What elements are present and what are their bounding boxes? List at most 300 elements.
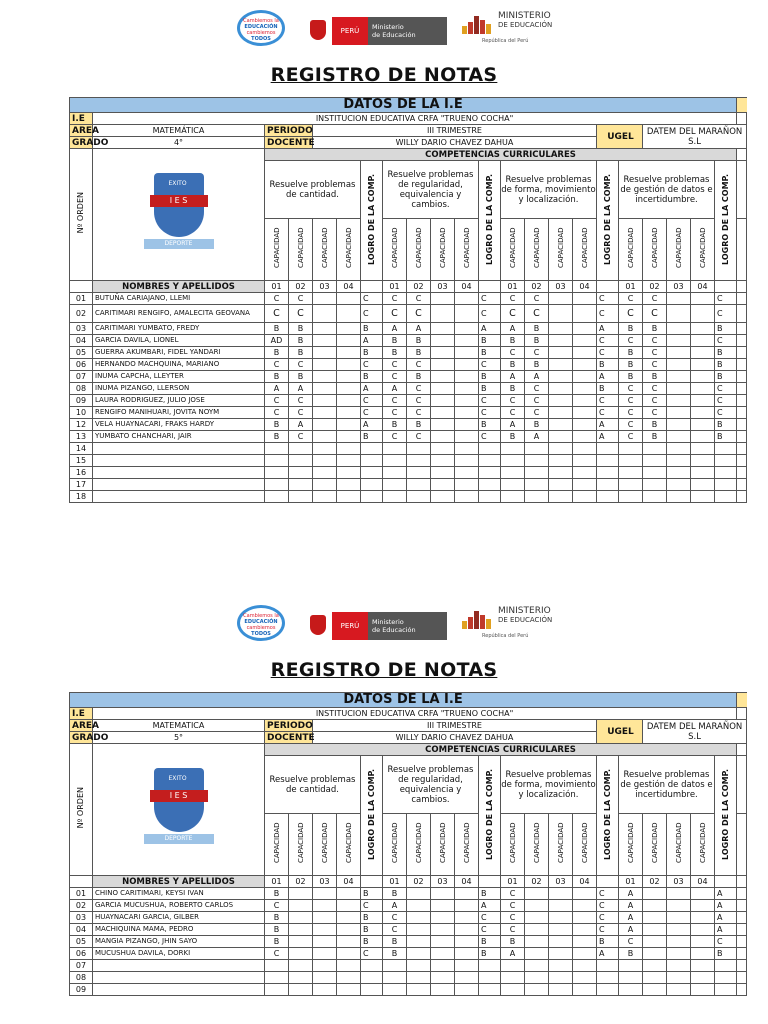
logro-blank [479,876,501,888]
grade-cell [431,936,455,948]
capacidad-number: 01 [265,281,289,293]
logro-cell [479,467,501,479]
grade-cell [573,479,597,491]
grade-cell [431,479,455,491]
capacidad-header [525,814,549,876]
student-name: MUCUSHUA DAVILA, DORKI [93,948,265,960]
capacidad-header [407,814,431,876]
grade-cell [691,347,715,359]
grade-cell: A [501,419,525,431]
logro-cell: A [715,912,737,924]
grade-cell [337,948,361,960]
grade-cell: A [265,383,289,395]
grade-cell [289,984,313,996]
logro-cell: C [597,395,619,407]
logro-cell [715,960,737,972]
logro-cell [361,467,383,479]
logro-cell: C [597,347,619,359]
grade-cell [691,948,715,960]
logro-cell [479,984,501,996]
logro-blank [597,876,619,888]
logro-cell [479,960,501,972]
logro-cell: A [597,371,619,383]
logro-header [361,161,383,281]
grade-cell [337,293,361,305]
grade-cell: B [265,347,289,359]
grade-cell [313,467,337,479]
grade-cell: A [619,900,643,912]
table-row [70,912,747,924]
capacidad-number: 01 [501,876,525,888]
grade-cell [573,305,597,323]
grade-cell: B [289,335,313,347]
capacidad-label: CAPACIDAD [532,227,541,269]
grade-cell: C [289,395,313,407]
grade-cell [691,467,715,479]
capacidad-number: 04 [691,281,715,293]
logo-text: de Educación [372,31,416,39]
competencia-2: Resuelve problemas de regularidad, equivalencia y cambios. [383,756,479,814]
table-row [70,888,747,900]
grade-cell [643,443,667,455]
side-cell [737,113,747,125]
logro-cell: C [479,395,501,407]
grade-cell [573,293,597,305]
crest-top: EXITO [168,180,187,187]
side-cell [737,491,747,503]
table-row [70,924,747,936]
capacidad-label: CAPACIDAD [344,822,353,864]
ie-label: I.E [70,113,93,125]
logro-header [361,756,383,876]
side-cell [737,161,747,219]
capacidad-header [643,814,667,876]
grade-cell [455,323,479,335]
grade-cell [289,467,313,479]
grade-cell [549,443,573,455]
capacidad-label: CAPACIDAD [698,822,707,864]
logro-cell [361,479,383,491]
grade-cell: C [619,335,643,347]
logro-cell: A [715,900,737,912]
grade-cell: C [265,900,289,912]
logro-cell: C [715,335,737,347]
grade-cell [667,972,691,984]
grade-cell: B [619,347,643,359]
competencia-2: Resuelve problemas de regularidad, equivalencia y cambios. [383,161,479,219]
student-name: CARITIMARI RENGIFO, AMALECITA GEOVANA [93,305,265,323]
grade-cell: C [619,407,643,419]
table-row [70,948,747,960]
capacidad-number: 03 [431,281,455,293]
table-row [70,491,747,503]
grade-cell: A [383,383,407,395]
side-cell [737,347,747,359]
grade-cell [455,936,479,948]
capacidad-number: 03 [667,876,691,888]
row-number: 04 [70,924,93,936]
docente-label: DOCENTE [265,732,313,744]
grade-cell [455,293,479,305]
logro-cell: B [479,347,501,359]
grade-cell: B [265,419,289,431]
logro-cell: B [597,936,619,948]
grade-cell: C [501,900,525,912]
grade-cell [691,383,715,395]
side-cell [737,281,747,293]
capacidad-number: 02 [525,876,549,888]
grade-cell [407,491,431,503]
logro-cell [361,455,383,467]
grade-cell [549,305,573,323]
table-row [70,383,747,395]
grade-cell [573,912,597,924]
grade-cell [455,984,479,996]
capacidad-header [313,219,337,281]
logo-text: MINISTERIO [498,11,551,21]
logro-cell: C [715,407,737,419]
grade-cell [431,467,455,479]
datos-title: DATOS DE LA I.E [70,98,737,113]
capacidad-header [383,814,407,876]
logro-header [479,161,501,281]
capacidad-number: 02 [407,281,431,293]
logro-cell: C [479,305,501,323]
grade-cell: C [407,431,431,443]
side-cell [737,876,747,888]
grade-cell [549,419,573,431]
capacidad-label: CAPACIDAD [556,822,565,864]
logro-cell: C [597,900,619,912]
logo-text: Ministerio [372,23,404,31]
logro-cell: C [361,407,383,419]
grade-cell [313,293,337,305]
grade-cell [313,407,337,419]
grade-cell [549,395,573,407]
grado-label: GRADO [70,137,93,149]
table-row [70,455,747,467]
logro-cell [597,491,619,503]
grade-cell: A [289,383,313,395]
grade-cell [549,359,573,371]
table-row [70,419,747,431]
grade-cell [691,455,715,467]
grade-cell [691,924,715,936]
grade-cell [407,948,431,960]
logro-header [715,756,737,876]
logo-text: DE EDUCACIÓN [498,21,553,29]
logro-cell: C [361,359,383,371]
side-cell [737,693,747,708]
grade-cell: B [265,371,289,383]
grade-cell: C [407,395,431,407]
capacidad-number: 01 [501,281,525,293]
logo-bar [0,0,768,50]
row-number: 10 [70,407,93,419]
capacidad-label: CAPACIDAD [272,227,281,269]
row-number: 04 [70,335,93,347]
grade-cell [407,960,431,972]
grade-cell [337,900,361,912]
grade-cell: B [289,347,313,359]
logo-text: cambiemos [246,625,276,631]
grade-cell [667,371,691,383]
grade-cell [289,936,313,948]
side-cell [737,407,747,419]
grade-cell: A [383,323,407,335]
student-name [93,960,265,972]
capacidad-number: 04 [337,876,361,888]
grade-cell [691,293,715,305]
student-name [93,984,265,996]
grade-cell: C [383,912,407,924]
table-row [70,984,747,996]
table-row [70,431,747,443]
grade-cell: C [289,293,313,305]
grade-cell [431,347,455,359]
grade-cell [643,936,667,948]
crest-band: I E S [150,195,208,207]
grade-cell [573,347,597,359]
area-value: MATEMÁTICA [93,125,265,137]
capacidad-number: 03 [549,876,573,888]
logro-cell: B [361,888,383,900]
grade-cell [337,335,361,347]
logro-cell: B [361,431,383,443]
logro-label: LOGRO DE LA COMP. [602,768,612,860]
capacidad-number: 03 [431,876,455,888]
grade-cell [289,900,313,912]
grade-cell [643,467,667,479]
student-name: CARITIMARI YUMBATO, FREDY [93,323,265,335]
grade-cell: B [383,888,407,900]
logro-blank [597,281,619,293]
grade-cell [337,936,361,948]
grade-cell: C [643,407,667,419]
logro-cell: C [479,407,501,419]
grade-cell [313,419,337,431]
side-cell [737,431,747,443]
grade-cell [573,383,597,395]
grade-cell: C [643,293,667,305]
grade-cell: C [265,948,289,960]
grade-cell: C [643,305,667,323]
logo-text: Cambiemos la [243,613,279,619]
grade-cell [337,407,361,419]
grade-cell [407,984,431,996]
grade-cell [549,371,573,383]
grade-cell [455,912,479,924]
capacidad-label: CAPACIDAD [626,227,635,269]
logro-cell: B [715,359,737,371]
grade-cell: C [619,305,643,323]
grade-cell [313,359,337,371]
grade-cell: C [407,407,431,419]
grade-cell [667,491,691,503]
grade-cell: C [501,293,525,305]
grade-cell [289,912,313,924]
coat-of-arms-icon [310,20,326,40]
row-number: 06 [70,948,93,960]
logro-cell: A [361,383,383,395]
grade-cell: C [265,407,289,419]
orden-label: Nº ORDEN [76,192,85,234]
capacidad-header [573,814,597,876]
grado-value: 4° [93,137,265,149]
grade-cell: A [501,948,525,960]
logro-blank [715,281,737,293]
grade-cell [643,455,667,467]
grade-cell [619,479,643,491]
grade-cell [667,900,691,912]
logro-cell: C [597,912,619,924]
side-cell [737,888,747,900]
grade-cell: B [407,419,431,431]
grade-cell: B [289,371,313,383]
side-cell [737,335,747,347]
grade-cell [549,347,573,359]
side-cell [737,371,747,383]
grade-cell [549,491,573,503]
grade-cell [265,479,289,491]
grade-cell [525,948,549,960]
capacidad-label: CAPACIDAD [674,822,683,864]
grade-cell: C [407,305,431,323]
capacidad-label: CAPACIDAD [462,822,471,864]
grade-cell [549,407,573,419]
grade-cell [455,455,479,467]
grade-cell [455,960,479,972]
side-cell [737,98,747,113]
grade-cell: C [383,395,407,407]
grade-cell [667,912,691,924]
capacidad-number: 02 [407,876,431,888]
student-name: LAURA RODRIGUEZ, JULIO JOSE [93,395,265,407]
grade-cell [289,455,313,467]
grade-cell: A [383,900,407,912]
capacidad-header [525,219,549,281]
grade-cell [265,491,289,503]
competencia-4: Resuelve problemas de gestión de datos e incertidumbre. [619,756,715,814]
grade-cell: B [619,323,643,335]
grade-cell [667,305,691,323]
grade-cell [313,900,337,912]
logo-text: Cambiemos la [243,18,279,24]
grade-cell [431,407,455,419]
side-cell [737,479,747,491]
capacidad-label: CAPACIDAD [272,822,281,864]
grade-cell: C [383,359,407,371]
grade-cell: C [383,924,407,936]
table-row [70,335,747,347]
grade-cell: C [407,293,431,305]
grade-cell [337,479,361,491]
grade-cell [289,491,313,503]
periodo-value: III TRIMESTRE [313,125,597,137]
grade-cell [337,359,361,371]
grade-cell [573,443,597,455]
grade-cell [431,323,455,335]
side-cell [737,305,747,323]
grade-cell [455,948,479,960]
logo-bar [0,595,768,645]
grade-cell [337,924,361,936]
grade-cell [549,936,573,948]
row-number: 05 [70,347,93,359]
capacidad-header [549,814,573,876]
logro-cell: C [597,888,619,900]
row-number: 07 [70,960,93,972]
grade-cell: B [407,335,431,347]
grade-cell: C [643,395,667,407]
grade-cell: B [407,371,431,383]
capacidad-number: 03 [549,281,573,293]
grade-cell: B [383,948,407,960]
capacidad-number: 01 [619,876,643,888]
logro-header [479,756,501,876]
grade-cell [643,984,667,996]
grade-cell [691,912,715,924]
grade-cell [619,467,643,479]
logro-cell [479,972,501,984]
logro-cell: B [715,323,737,335]
grade-cell [691,972,715,984]
capacidad-number: 01 [383,876,407,888]
grade-cell: B [289,323,313,335]
grade-cell [573,948,597,960]
logro-cell [479,479,501,491]
logo-text: República del Perú [482,38,529,44]
grade-cell: C [383,407,407,419]
grade-cell [337,419,361,431]
capacidad-label: CAPACIDAD [508,227,517,269]
logro-cell [597,443,619,455]
grade-cell [549,323,573,335]
grade-cell [313,371,337,383]
grade-cell [313,395,337,407]
grade-cell [337,912,361,924]
logro-cell: B [479,419,501,431]
grade-cell [549,293,573,305]
grade-cell [313,948,337,960]
capacidad-label: CAPACIDAD [320,227,329,269]
capacidad-number: 04 [573,281,597,293]
grade-cell: B [619,948,643,960]
grade-cell [313,323,337,335]
grade-cell [337,383,361,395]
capacidad-header [431,814,455,876]
grade-cell [265,455,289,467]
row-number: 07 [70,371,93,383]
side-cell [737,467,747,479]
capacidad-label: CAPACIDAD [296,822,305,864]
grade-cell [455,491,479,503]
capacidad-header [337,219,361,281]
table-row [70,479,747,491]
grade-cell [455,924,479,936]
competencia-3: Resuelve problemas de forma, movimiento y localización. [501,161,597,219]
area-value: MATEMATICA [93,720,265,732]
capacidad-label: CAPACIDAD [414,822,423,864]
grade-cell [455,431,479,443]
grade-cell: C [525,347,549,359]
table-row [70,323,747,335]
logro-blank [479,281,501,293]
grade-cell [667,443,691,455]
blank-cell [70,876,93,888]
student-name: GARCIA MUCUSHUA, ROBERTO CARLOS [93,900,265,912]
logro-label: LOGRO DE LA COMP. [366,173,376,265]
